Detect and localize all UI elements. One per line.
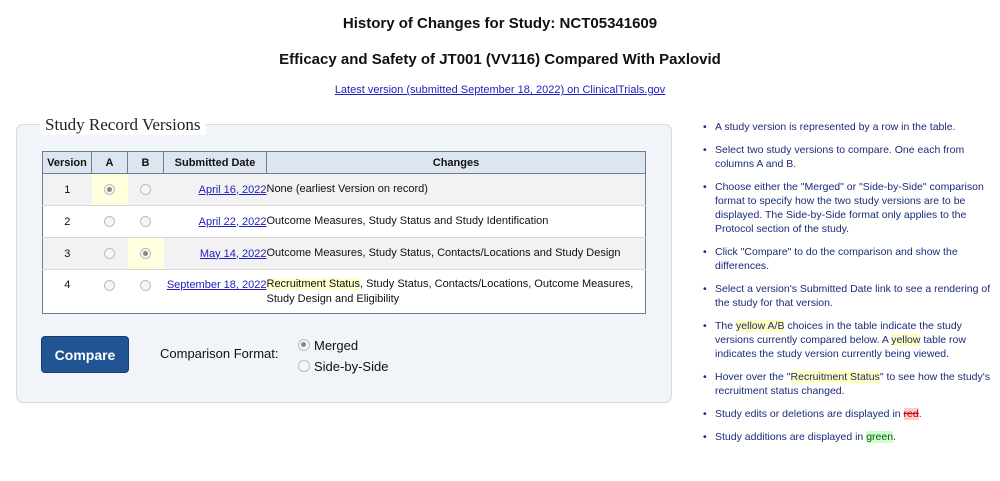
radio-a-version-2[interactable] <box>104 216 115 227</box>
column-header-version: Version <box>43 152 92 174</box>
help-item <box>700 120 1000 134</box>
recruitment-status-highlight[interactable]: Recruitment Status <box>266 277 361 290</box>
help-item <box>700 430 1000 444</box>
table-row <box>43 174 646 206</box>
radio-a-version-3[interactable] <box>104 248 115 259</box>
submitted-date-cell <box>164 174 267 206</box>
column-header-b: B <box>128 152 164 174</box>
green-addition-sample: green <box>866 431 894 443</box>
help-text: . <box>918 408 922 420</box>
yellow-highlight: yellow <box>891 334 921 346</box>
help-text: A study version is represented by a row in the table. <box>715 121 956 133</box>
radio-b-version-1[interactable] <box>140 184 151 195</box>
help-text: Hover over the " <box>715 371 791 383</box>
help-item <box>700 180 1000 236</box>
radio-b-version-4[interactable] <box>140 280 151 291</box>
side-by-side-radio[interactable] <box>298 360 310 372</box>
help-list <box>700 120 1000 453</box>
help-item <box>700 319 1000 361</box>
table-row <box>43 270 646 314</box>
table-row <box>43 238 646 270</box>
help-text: " to see how the study's recruitment status changed. <box>715 371 991 397</box>
changes-text: , Study Status, Contacts/Locations, Outcome Measures, Study Design and Eligibility <box>266 277 634 305</box>
column-header-changes: Changes <box>267 152 646 174</box>
column-header-submitted-date: Submitted Date <box>164 152 267 174</box>
submitted-date-link[interactable]: September 18, 2022 <box>166 279 267 291</box>
radio-a-cell <box>92 238 128 270</box>
radio-a-cell <box>92 174 128 206</box>
radio-a-cell <box>92 270 128 314</box>
radio-b-cell <box>128 206 164 238</box>
help-text: The <box>715 320 737 332</box>
help-item <box>700 143 1000 171</box>
panel-legend: Study Record Versions <box>40 115 206 135</box>
version-number: 4 <box>43 270 92 314</box>
radio-b-version-3[interactable] <box>140 248 151 259</box>
yellow-ab-highlight: yellow A/B <box>736 320 785 332</box>
submitted-date-link[interactable]: May 14, 2022 <box>199 247 267 260</box>
help-text: table row indicates the study version currently being viewed. <box>715 334 966 360</box>
version-number: 1 <box>43 174 92 206</box>
merged-label: Merged <box>314 338 359 353</box>
red-deletion-sample: red <box>903 408 919 420</box>
table-row <box>43 206 646 238</box>
version-number: 3 <box>43 238 92 270</box>
radio-b-cell <box>128 238 164 270</box>
help-text: Study edits or deletions are displayed in <box>715 408 904 420</box>
versions-table <box>42 151 646 314</box>
latest-version-container <box>0 84 1000 96</box>
help-text: choices in the table indicate the study versions currently compared below. A <box>715 320 962 346</box>
merged-radio[interactable] <box>298 339 310 351</box>
submitted-date-cell <box>164 206 267 238</box>
side-by-side-label: Side-by-Side <box>314 359 389 374</box>
page-title: History of Changes for Study: NCT05341609 <box>342 15 658 32</box>
radio-a-version-1[interactable] <box>104 184 115 195</box>
radio-b-cell <box>128 270 164 314</box>
submitted-date-link[interactable]: April 16, 2022 <box>198 183 267 196</box>
help-text: . <box>893 431 896 443</box>
changes-cell: Outcome Measures, Study Status, Contacts/Locations and Study Design <box>267 238 646 270</box>
help-item <box>700 282 1000 310</box>
changes-cell: Outcome Measures, Study Status and Study Identification <box>267 206 646 238</box>
changes-cell <box>267 270 646 314</box>
version-number: 2 <box>43 206 92 238</box>
column-header-a: A <box>92 152 128 174</box>
submitted-date-link[interactable]: April 22, 2022 <box>198 215 267 228</box>
help-item <box>700 245 1000 273</box>
latest-version-link[interactable]: Latest version (submitted September 18, 2022) on ClinicalTrials.gov <box>334 84 666 96</box>
radio-b-version-2[interactable] <box>140 216 151 227</box>
table-header-row <box>43 152 646 174</box>
submitted-date-cell <box>164 238 267 270</box>
recruitment-status-highlight: Recruitment Status <box>790 371 880 383</box>
help-text: Select a version's Submitted Date link to see a rendering of the study for that version. <box>715 283 991 309</box>
submitted-date-cell <box>164 270 267 314</box>
help-text: Study additions are displayed in <box>715 431 867 443</box>
changes-cell: None (earliest Version on record) <box>267 174 646 206</box>
radio-a-version-4[interactable] <box>104 280 115 291</box>
format-option-merged[interactable] <box>298 338 358 353</box>
help-text: Choose either the "Merged" or "Side-by-Side" comparison format to specify how the two study versions are to be displayed. The Side-by-Side format only applies to the Protocol section of the study. <box>715 181 984 235</box>
comparison-format-label: Comparison Format: <box>160 346 279 361</box>
radio-b-cell <box>128 174 164 206</box>
study-title: Efficacy and Safety of JT001 (VV116) Compared With Paxlovid <box>279 51 721 68</box>
help-item <box>700 370 1000 398</box>
help-item <box>700 407 1000 421</box>
radio-a-cell <box>92 206 128 238</box>
compare-button[interactable]: Compare <box>41 336 129 373</box>
help-text: Click "Compare" to do the comparison and show the differences. <box>715 246 958 272</box>
format-option-side-by-side[interactable] <box>298 359 388 374</box>
help-text: Select two study versions to compare. One each from columns A and B. <box>715 144 965 170</box>
